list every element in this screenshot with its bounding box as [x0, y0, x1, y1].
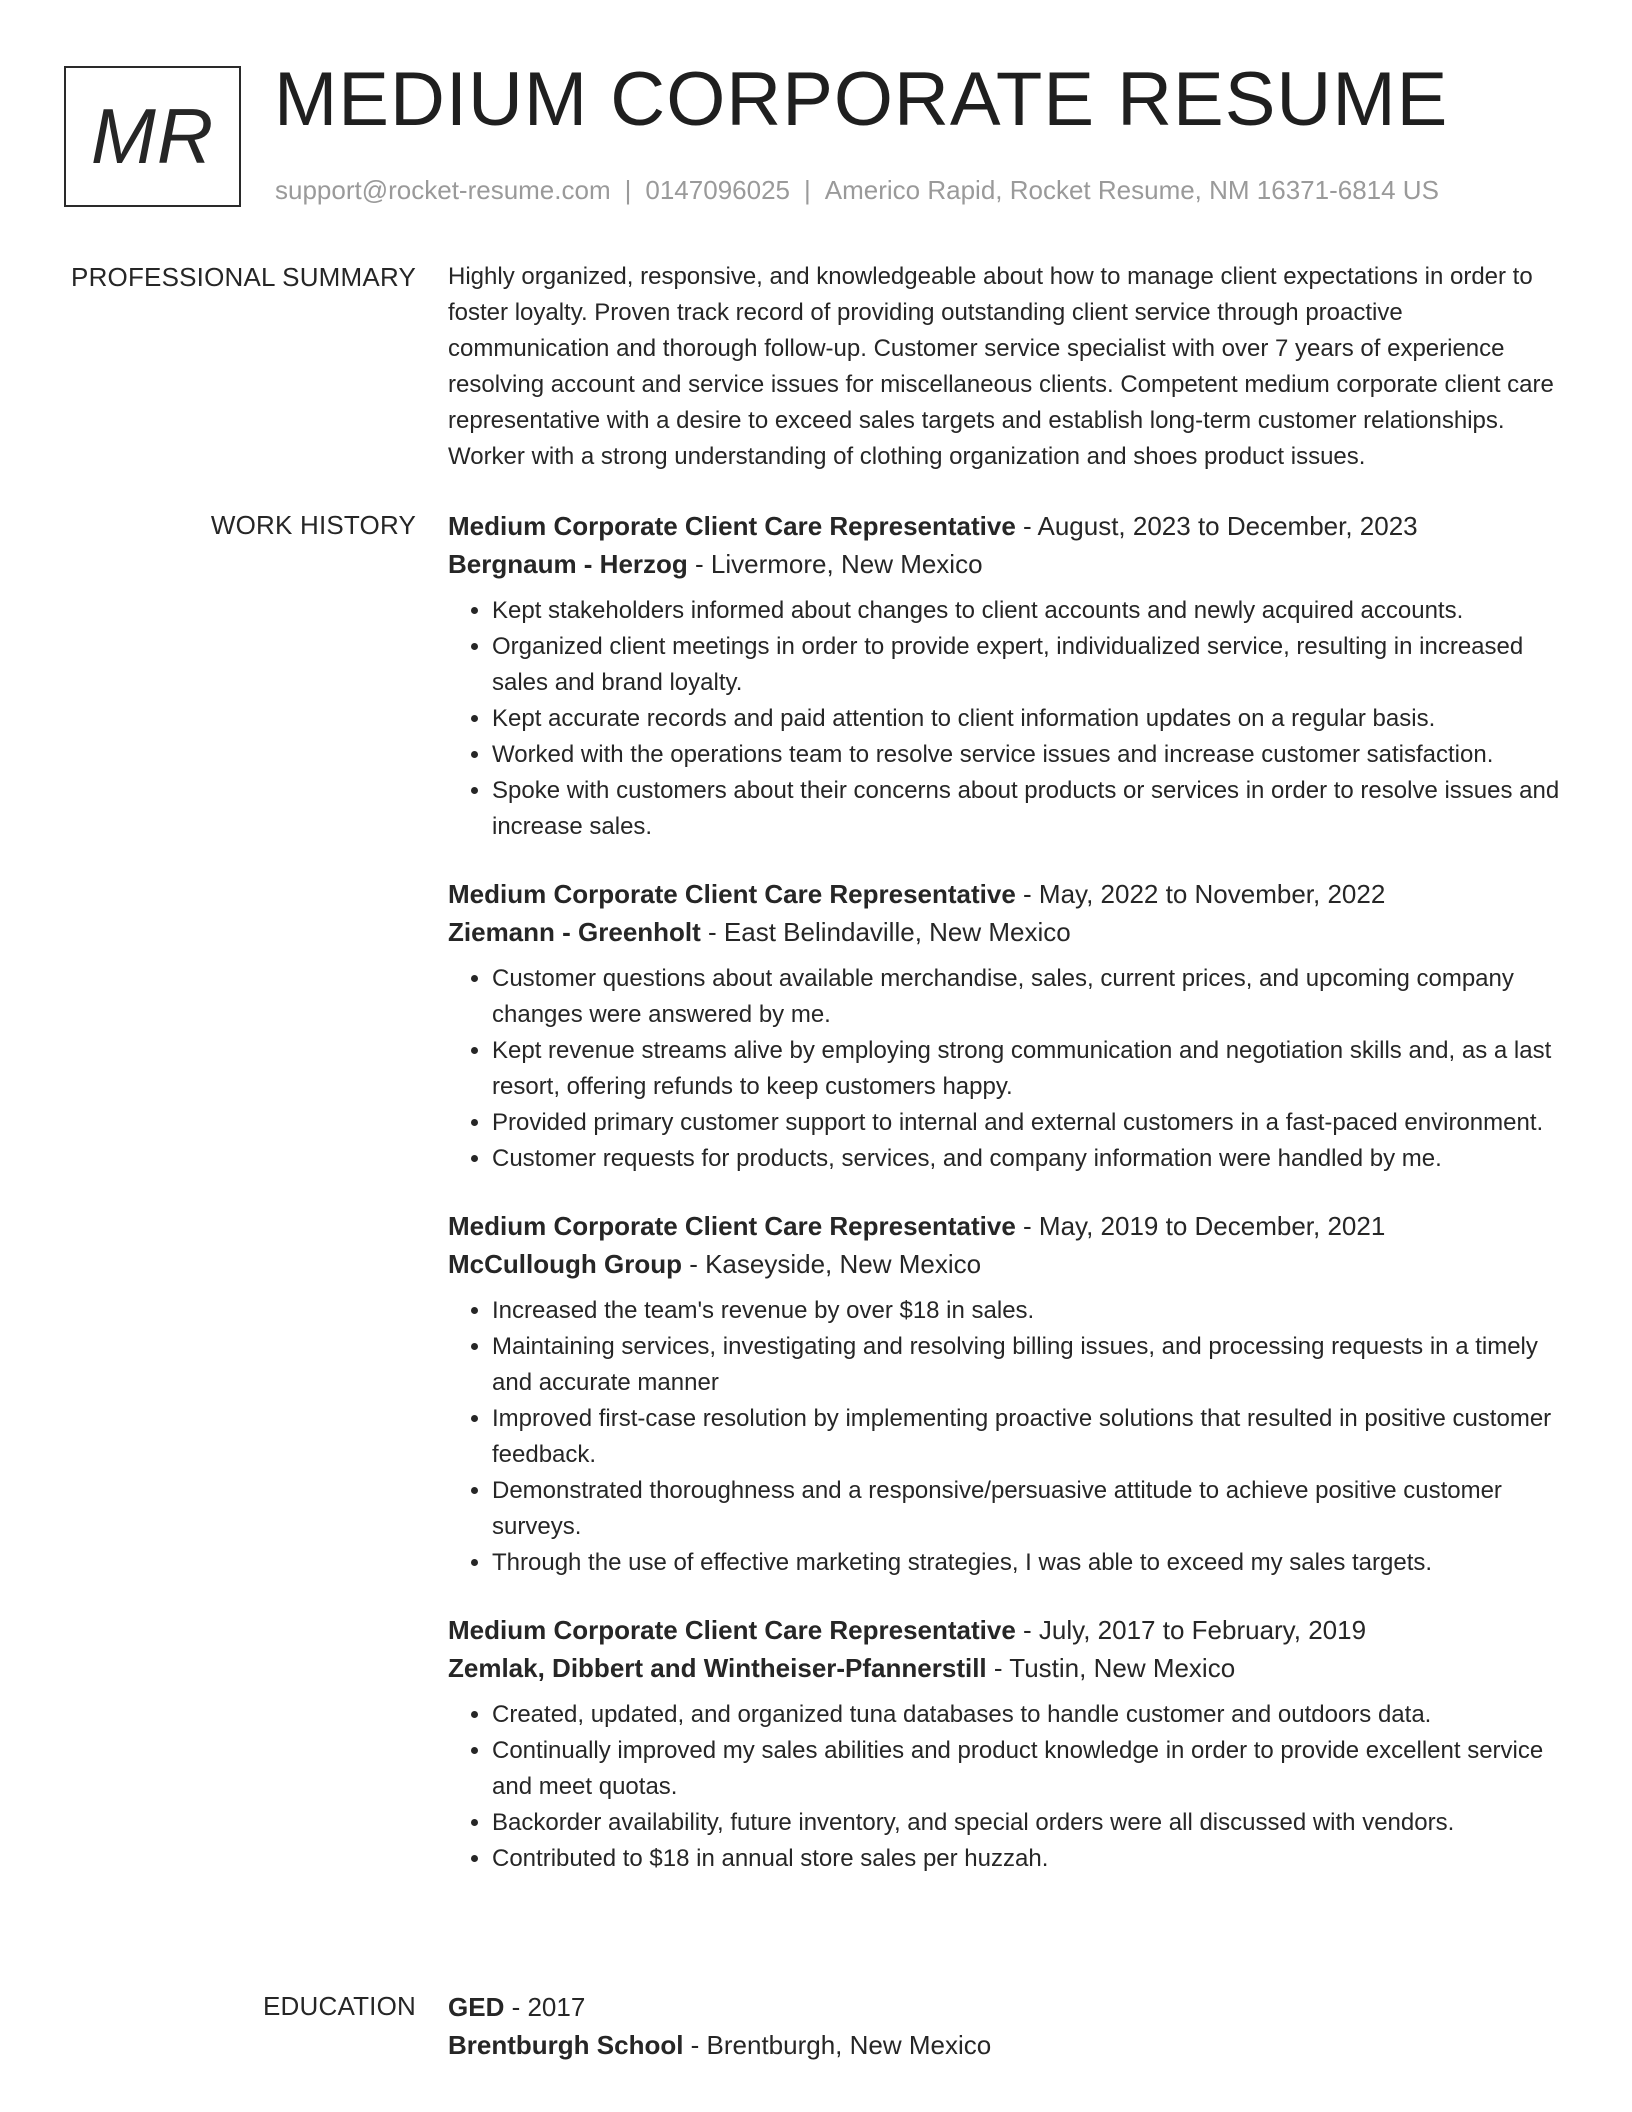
- section-heading: WORK HISTORY: [210, 510, 416, 540]
- job-bullet: • Customer questions about available merchandise, sales, current prices, and upcoming company changes were answered by me.: [492, 961, 1568, 1033]
- job-bullet: • Customer requests for products, services, and company information were handled by me.: [492, 1141, 1568, 1177]
- job-bullet: • Backorder availability, future inventory, and special orders were all discussed with vendors.: [492, 1805, 1568, 1841]
- job-bullet: • Kept accurate records and paid attention to client information updates on a regular basis.: [492, 701, 1568, 737]
- job-dates: - August, 2023 to December, 2023: [1015, 511, 1418, 541]
- contact-separator: |: [804, 175, 811, 205]
- job-title-line: [448, 1207, 1568, 1245]
- job-location: - East Belindaville, New Mexico: [700, 917, 1071, 947]
- contact-email[interactable]: support@rocket-resume.com: [275, 175, 611, 205]
- job-bullet: • Maintaining services, investigating and resolving billing issues, and processing requests in a timely and accurate manner: [492, 1329, 1568, 1401]
- job-employer-line: [448, 1245, 1568, 1283]
- job-bullet-list: [448, 1697, 1568, 1877]
- job-entry: [448, 1611, 1568, 1877]
- job-bullet: • Worked with the operations team to resolve service issues and increase customer satisfaction.: [492, 737, 1568, 773]
- job-title-line: [448, 1611, 1568, 1649]
- education-school: Brentburgh School: [448, 2030, 684, 2060]
- job-dates: - May, 2022 to November, 2022: [1015, 879, 1386, 909]
- job-bullet: • Spoke with customers about their concerns about products or services in order to resolve issues and increase sales.: [492, 773, 1568, 845]
- job-title-line: [448, 875, 1568, 913]
- contact-phone[interactable]: 0147096025: [645, 175, 790, 205]
- job-bullet-list: [448, 593, 1568, 845]
- job-entry: [448, 875, 1568, 1177]
- job-dates: - May, 2019 to December, 2021: [1015, 1211, 1386, 1241]
- job-entry: [448, 507, 1568, 845]
- contact-separator: |: [624, 175, 632, 205]
- contact-line: [275, 174, 1439, 206]
- education-degree: GED: [448, 1992, 505, 2022]
- job-list: [448, 507, 1568, 1907]
- job-bullet-list: [448, 1293, 1568, 1581]
- job-employer-line: [448, 1649, 1568, 1687]
- job-title: Medium Corporate Client Care Representative: [448, 1615, 1016, 1645]
- job-dates: - July, 2017 to February, 2019: [1015, 1615, 1367, 1645]
- resume-title: MEDIUM CORPORATE RESUME: [274, 57, 1449, 142]
- job-bullet: • Created, updated, and organized tuna databases to handle customer and outdoors data.: [492, 1697, 1568, 1733]
- job-bullet: • Kept revenue streams alive by employing strong communication and negotiation skills and, as a last resort, offering refunds to keep customers happy.: [492, 1033, 1568, 1105]
- education-school-line: [448, 2026, 1568, 2064]
- job-employer-line: [448, 545, 1568, 583]
- job-title: Medium Corporate Client Care Representative: [448, 1211, 1016, 1241]
- education-location: - Brentburgh, New Mexico: [683, 2030, 992, 2060]
- summary-text: Highly organized, responsive, and knowledgeable about how to manage client expectations in order to foster loyalty. Proven track record of providing outstanding client service through proactive communication and thorough follow-up. Customer service specialist with over 7 years of experience resolving account and service issues for miscellaneous clients. Competent medium corporate client care representative with a desire to exceed sales targets and establish long-term customer relationships. Worker with a strong understanding of clothing organization and shoes product issues.: [448, 263, 1554, 470]
- section-heading: PROFESSIONAL SUMMARY: [71, 262, 416, 292]
- job-title: Medium Corporate Client Care Representative: [448, 511, 1016, 541]
- job-employer: Ziemann - Greenholt: [448, 917, 701, 947]
- job-location: - Livermore, New Mexico: [687, 549, 983, 579]
- job-location: - Kaseyside, New Mexico: [681, 1249, 982, 1279]
- job-title: Medium Corporate Client Care Representative: [448, 879, 1016, 909]
- job-entry: [448, 1207, 1568, 1581]
- monogram-badge: MR: [64, 66, 241, 207]
- job-title-line: [448, 507, 1568, 545]
- education-degree-line: [448, 1988, 1568, 2026]
- job-location: - Tustin, New Mexico: [986, 1653, 1236, 1683]
- job-bullet: • Improved first-case resolution by implementing proactive solutions that resulted in positive customer feedback.: [492, 1401, 1568, 1473]
- job-bullet: • Demonstrated thoroughness and a responsive/persuasive attitude to achieve positive customer surveys.: [492, 1473, 1568, 1545]
- job-employer: McCullough Group: [448, 1249, 682, 1279]
- job-bullet: • Kept stakeholders informed about changes to client accounts and newly acquired accounts.: [492, 593, 1568, 629]
- section-heading: EDUCATION: [263, 1991, 416, 2021]
- job-employer-line: [448, 913, 1568, 951]
- job-employer: Zemlak, Dibbert and Wintheiser-Pfannerstill: [448, 1653, 987, 1683]
- job-bullet: • Increased the team's revenue by over $18 in sales.: [492, 1293, 1568, 1329]
- job-bullet: • Through the use of effective marketing strategies, I was able to exceed my sales targets.: [492, 1545, 1568, 1581]
- job-bullet: • Organized client meetings in order to provide expert, individualized service, resulting in increased sales and brand loyalty.: [492, 629, 1568, 701]
- job-bullet: • Contributed to $18 in annual store sales per huzzah.: [492, 1841, 1568, 1877]
- job-bullet-list: [448, 961, 1568, 1177]
- job-bullet: • Continually improved my sales abilities and product knowledge in order to provide excellent service and meet quotas.: [492, 1733, 1568, 1805]
- job-bullet: • Provided primary customer support to internal and external customers in a fast-paced environment.: [492, 1105, 1568, 1141]
- job-employer: Bergnaum - Herzog: [448, 549, 688, 579]
- contact-address: Americo Rapid, Rocket Resume, NM 16371-6814 US: [824, 175, 1439, 205]
- education-year: - 2017: [504, 1992, 586, 2022]
